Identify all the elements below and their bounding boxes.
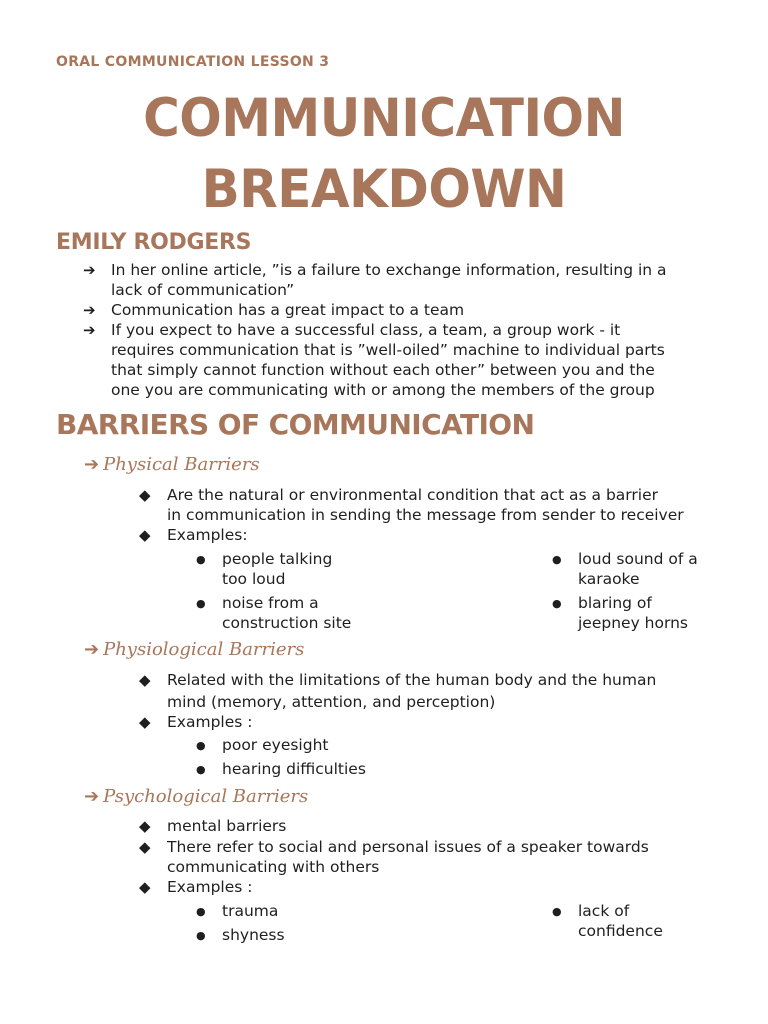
- example-text: karaoke: [578, 570, 640, 588]
- dot-bullet-icon: ●: [196, 763, 206, 776]
- example-text: confidence: [578, 922, 663, 940]
- list-item: [196, 759, 366, 779]
- list-item: [83, 260, 667, 300]
- list-item: [139, 816, 649, 836]
- example-text: lack of: [578, 902, 630, 920]
- bullet-text: Related with the limitations of the human body and the human: [167, 671, 657, 689]
- list-item: [83, 320, 667, 400]
- list-item: [196, 549, 351, 589]
- example-text: poor eyesight: [222, 736, 329, 754]
- example-text: people talking: [222, 550, 333, 568]
- emily-bullet-list: [83, 260, 667, 400]
- list-item: [552, 549, 698, 589]
- list-item: [196, 593, 352, 633]
- physical-examples-right: [552, 549, 698, 633]
- example-text: shyness: [222, 926, 285, 944]
- bullet-text: There refer to social and personal issues of a speaker towards: [167, 838, 649, 856]
- dot-bullet-icon: ●: [196, 739, 206, 752]
- psychological-examples-right: [552, 901, 663, 941]
- example-text: construction site: [222, 614, 352, 632]
- list-item: [139, 837, 649, 877]
- bullet-text: Examples:: [167, 526, 248, 544]
- example-text: jeepney horns: [578, 614, 688, 632]
- arrow-right-icon: ➔: [83, 321, 96, 339]
- dot-bullet-icon: ●: [196, 929, 206, 942]
- list-item: [139, 670, 657, 712]
- subheading-label: Physical Barriers: [103, 454, 260, 475]
- bullet-text: In her online article, ”is a failure to exchange information, resulting in a: [111, 261, 667, 279]
- subheading-physical: [84, 454, 260, 475]
- list-item: [196, 901, 285, 921]
- psychological-examples-left: [196, 901, 285, 945]
- page-title-line2: BREAKDOWN: [201, 158, 567, 220]
- bullet-text: in communication in sending the message from sender to receiver: [167, 506, 684, 524]
- list-item: [552, 901, 663, 941]
- arrow-right-icon: ➔: [84, 639, 100, 660]
- example-text: too loud: [222, 570, 286, 588]
- list-item: [139, 485, 684, 525]
- arrow-right-icon: ➔: [84, 454, 100, 475]
- example-text: loud sound of a: [578, 550, 698, 568]
- bullet-text: mind (memory, attention, and perception): [167, 693, 496, 711]
- subheading-physiological: [84, 639, 304, 660]
- diamond-bullet-icon: ◆: [139, 713, 151, 731]
- diamond-bullet-icon: ◆: [139, 878, 151, 896]
- dot-bullet-icon: ●: [552, 597, 562, 610]
- list-item: [139, 712, 656, 732]
- diamond-bullet-icon: ◆: [139, 838, 151, 856]
- psychological-list: [139, 816, 649, 897]
- diamond-bullet-icon: ◆: [139, 671, 151, 689]
- subheading-label: Psychological Barriers: [103, 786, 309, 807]
- bullet-text: Are the natural or environmental condition that act as a barrier: [167, 486, 658, 504]
- list-item: [196, 925, 285, 945]
- bullet-text: Examples :: [167, 878, 253, 896]
- section-heading-barriers: BARRIERS OF COMMUNICATION: [56, 408, 535, 441]
- page-title-line1: COMMUNICATION: [143, 87, 625, 149]
- subheading-label: Physiological Barriers: [103, 639, 305, 660]
- physical-list: [139, 485, 684, 545]
- section-heading-emily: EMILY RODGERS: [56, 230, 252, 255]
- arrow-right-icon: ➔: [83, 301, 96, 319]
- subheading-psychological: [84, 786, 308, 807]
- physical-examples-left: [196, 549, 352, 633]
- dot-bullet-icon: ●: [196, 553, 206, 566]
- arrow-right-icon: ➔: [84, 786, 100, 807]
- example-text: blaring of: [578, 594, 652, 612]
- dot-bullet-icon: ●: [552, 905, 562, 918]
- example-text: noise from a: [222, 594, 319, 612]
- example-text: trauma: [222, 902, 279, 920]
- arrow-right-icon: ➔: [83, 261, 96, 279]
- list-item: [196, 735, 366, 755]
- dot-bullet-icon: ●: [196, 597, 206, 610]
- lesson-label: ORAL COMMUNICATION LESSON 3: [56, 54, 330, 70]
- list-item: [139, 877, 649, 897]
- bullet-text: requires communication that is ”well-oiled” machine to individual parts: [111, 341, 665, 359]
- bullet-text: one you are communicating with or among the members of the group: [111, 381, 655, 399]
- physiological-examples: [196, 735, 366, 779]
- diamond-bullet-icon: ◆: [139, 526, 151, 544]
- diamond-bullet-icon: ◆: [139, 486, 151, 504]
- bullet-text: Examples :: [167, 713, 253, 731]
- example-text: hearing difficulties: [222, 760, 366, 778]
- dot-bullet-icon: ●: [552, 553, 562, 566]
- list-item: [552, 593, 698, 633]
- bullet-text: mental barriers: [167, 817, 287, 835]
- diamond-bullet-icon: ◆: [139, 817, 151, 835]
- bullet-text: If you expect to have a successful class, a team, a group work - it: [111, 321, 621, 339]
- list-item: [139, 525, 684, 545]
- bullet-text: communicating with others: [167, 858, 380, 876]
- dot-bullet-icon: ●: [196, 905, 206, 918]
- bullet-text: lack of communication”: [111, 281, 295, 299]
- bullet-text: that simply cannot function without each other” between you and the: [111, 361, 655, 379]
- bullet-text: Communication has a great impact to a team: [111, 301, 465, 319]
- physiological-list: [139, 670, 657, 732]
- list-item: [83, 300, 667, 320]
